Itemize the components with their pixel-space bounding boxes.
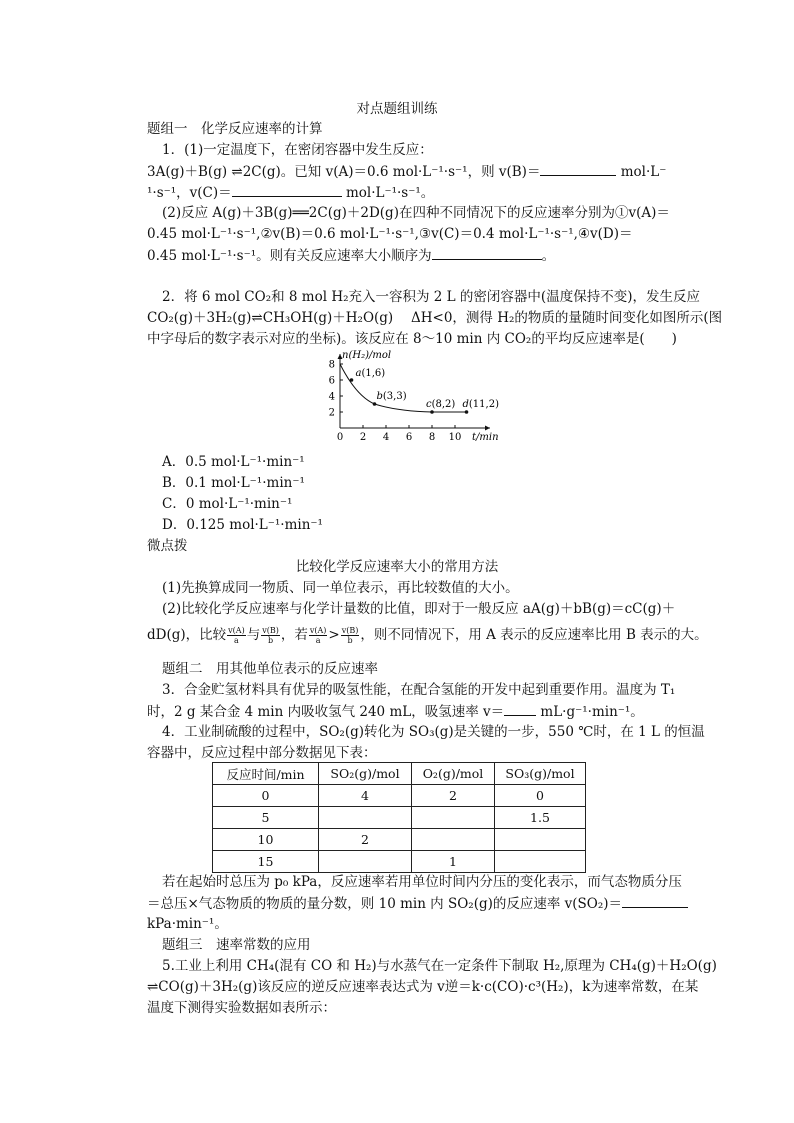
x-tick-label: 8 — [428, 432, 436, 443]
table-row — [213, 829, 586, 851]
x-tick-label: 10 — [448, 432, 462, 443]
q4-after-line2: ＝总压×气态物质的物质的量分数，则 10 min 内 SO₂(g)的反应速率 v(SO₂)＝ — [147, 894, 688, 913]
q4-after-line3: kPa·min⁻¹。 — [147, 916, 228, 932]
answer-blank[interactable] — [622, 894, 688, 908]
q1-part2-line3: 0.45 mol·L⁻¹·s⁻¹。则有关反应速率大小顺序为 。 — [147, 248, 556, 264]
y-tick-label: 8 — [328, 359, 335, 371]
q5-line3: 温度下测得实验数据如表所示： — [147, 1000, 336, 1016]
table-row — [213, 851, 586, 873]
q4-line2: 容器中，反应过程中部分数据见下表： — [147, 745, 377, 761]
page-title: 对点题组训练 — [356, 101, 438, 117]
table-cell: 2 — [412, 785, 495, 807]
so2-data-table — [212, 762, 586, 873]
q2-line3: 中字母后的数字表示对应的坐标)。该反应在 8～10 min 内 CO₂的平均反应速率是( ) — [147, 331, 677, 347]
table-cell: 15 — [213, 851, 319, 873]
table-cell — [495, 851, 586, 873]
y-tick-label: 6 — [328, 375, 335, 387]
tip-label: 微点拨 — [147, 538, 188, 554]
q2-line1: 2．将 6 mol CO₂和 8 mol H₂充入一容积为 2 L 的密闭容器中(温度保持不变)，发生反应 — [162, 289, 700, 305]
answer-blank[interactable] — [232, 183, 342, 197]
point-label: b(3,3) — [376, 391, 407, 402]
data-point — [430, 410, 434, 414]
h2-amount-chart — [320, 348, 500, 444]
q1-part2-line1: (2)反应 A(g)＋3B(g)══2C(g)＋2D(g)在四种不同情况下的反应速率分别为①v(A)＝ — [162, 205, 670, 221]
table-cell: 1.5 — [495, 807, 586, 829]
point-label: a(1,6) — [355, 368, 386, 379]
group2-heading: 题组二 用其他单位表示的反应速率 — [162, 661, 378, 677]
q1-line1: 3A(g)＋B(g) ⇌2C(g)。已知 v(A)＝0.6 mol·L⁻¹·s⁻¹，则 v(B)＝ mol·L⁻ — [147, 164, 667, 180]
table-cell — [412, 807, 495, 829]
q5-line1: 5.工业上利用 CH₄(混有 CO 和 H₂)与水蒸气在一定条件下制取 H₂,原理为 CH₄(g)＋H₂O(g) — [162, 958, 717, 974]
y-axis-label: n(H₂)/mol — [342, 350, 392, 361]
tip-point2-line1: (2)比较化学反应速率与化学计量数的比值，即对于一般反应 aA(g)＋bB(g)＝cC(g)＋ — [162, 601, 676, 617]
table-cell — [495, 829, 586, 851]
x-tick-label: 4 — [382, 432, 390, 443]
tip-title: 比较化学反应速率大小的常用方法 — [295, 559, 499, 575]
table-cell: 10 — [213, 829, 319, 851]
data-point — [373, 402, 377, 406]
q1-line2: ¹·s⁻¹，v(C)＝ mol·L⁻¹·s⁻¹。 — [147, 185, 435, 201]
table-cell: 0 — [495, 785, 586, 807]
data-point — [465, 410, 469, 414]
q5-line2: ⇌CO(g)＋3H₂(g)该反应的逆反应速率表达式为 v逆＝k·c(CO)·c³(H₂)，k为速率常数，在某 — [147, 979, 699, 995]
x-tick-label: 0 — [336, 432, 344, 443]
answer-blank[interactable] — [540, 162, 616, 176]
point-label: c(8,2) — [426, 399, 456, 410]
table-header: SO₃(g)/mol — [495, 763, 586, 785]
chart-axes — [338, 350, 499, 443]
q4-line1: 4．工业制硫酸的过程中，SO₂(g)转化为 SO₃(g)是关键的一步，550 ℃时，在 1 L 的恒温 — [162, 724, 705, 740]
y-tick-label: 2 — [328, 407, 335, 419]
table-header-row — [213, 763, 586, 785]
data-point — [350, 378, 354, 382]
point-label: d(11,2) — [462, 399, 499, 410]
y-tick-label: 4 — [328, 391, 335, 403]
tip-point2-line2: dD(g)，比较 $\frac{v(A)}{a}$ 与 $\frac{v(B)}{b}$ ，若 $\frac{v(A)}{a}$ > $\frac{v(B)}{b}$ ，则不同情况下，用 A 表示的反应速率比用 B 表示的大。 — [147, 626, 708, 645]
table-cell: 5 — [213, 807, 319, 829]
x-tick-label: 2 — [359, 432, 367, 443]
q4-after-line1: 若在起始时总压为 p₀ kPa，反应速率若用单位时间内分压的变化表示，而气态物质分压 — [162, 874, 682, 890]
table-header: O₂(g)/mol — [412, 763, 495, 785]
q2-line2: CO₂(g)＋3H₂(g)⇌CH₃OH(g)＋H₂O(g) ΔH<0，测得 H₂的物质的量随时间变化如图所示(图 — [147, 310, 723, 326]
answer-blank[interactable] — [504, 702, 536, 716]
fraction: $\frac{v(A)}{a}$ — [309, 626, 327, 645]
fraction: $\frac{v(A)}{a}$ — [228, 626, 245, 645]
option-c[interactable]: C．0 mol·L⁻¹·min⁻¹ — [162, 496, 293, 512]
q1-part2-line2: 0.45 mol·L⁻¹·s⁻¹,②v(B)＝0.6 mol·L⁻¹·s⁻¹,③v(C)＝0.4 mol·L⁻¹·s⁻¹,④v(D)＝ — [147, 226, 633, 242]
option-d[interactable]: D．0.125 mol·L⁻¹·min⁻¹ — [162, 517, 323, 533]
group1-heading: 题组一 化学反应速率的计算 — [147, 121, 323, 137]
table-cell: 0 — [213, 785, 319, 807]
chart-points — [350, 368, 499, 414]
table-row — [213, 785, 586, 807]
table-header: 反应时间/min — [213, 763, 319, 785]
table-cell: 2 — [319, 829, 412, 851]
table-cell — [412, 829, 495, 851]
group3-heading: 题组三 速率常数的应用 — [162, 937, 311, 953]
x-axis-label: t/min — [472, 432, 499, 443]
table-cell: 4 — [319, 785, 412, 807]
table-cell — [319, 851, 412, 873]
option-a[interactable]: A．0.5 mol·L⁻¹·min⁻¹ — [162, 454, 305, 470]
fraction: $\frac{v(B)}{b}$ — [262, 626, 279, 645]
q3-line2: 时，2 g 某合金 4 min 内吸收氢气 240 mL，吸氢速率 v＝ mL·g⁻¹·min⁻¹。 — [147, 704, 644, 720]
x-tick-label: 6 — [405, 432, 413, 443]
q3-line1: 3．合金贮氢材料具有优异的吸氢性能，在配合氢能的开发中起到重要作用。温度为 T₁ — [162, 682, 676, 698]
option-b[interactable]: B．0.1 mol·L⁻¹·min⁻¹ — [162, 475, 305, 491]
tip-point1: (1)先换算成同一物质、同一单位表示，再比较数值的大小。 — [162, 580, 519, 596]
table-header: SO₂(g)/mol — [319, 763, 412, 785]
q1-intro: 1．(1)一定温度下，在密闭容器中发生反应： — [162, 142, 433, 158]
table-cell: 1 — [412, 851, 495, 873]
table-row — [213, 807, 586, 829]
fraction: $\frac{v(B)}{b}$ — [341, 626, 359, 645]
x-axis-arrow — [485, 426, 490, 431]
answer-blank[interactable] — [432, 246, 542, 260]
table-cell — [319, 807, 412, 829]
